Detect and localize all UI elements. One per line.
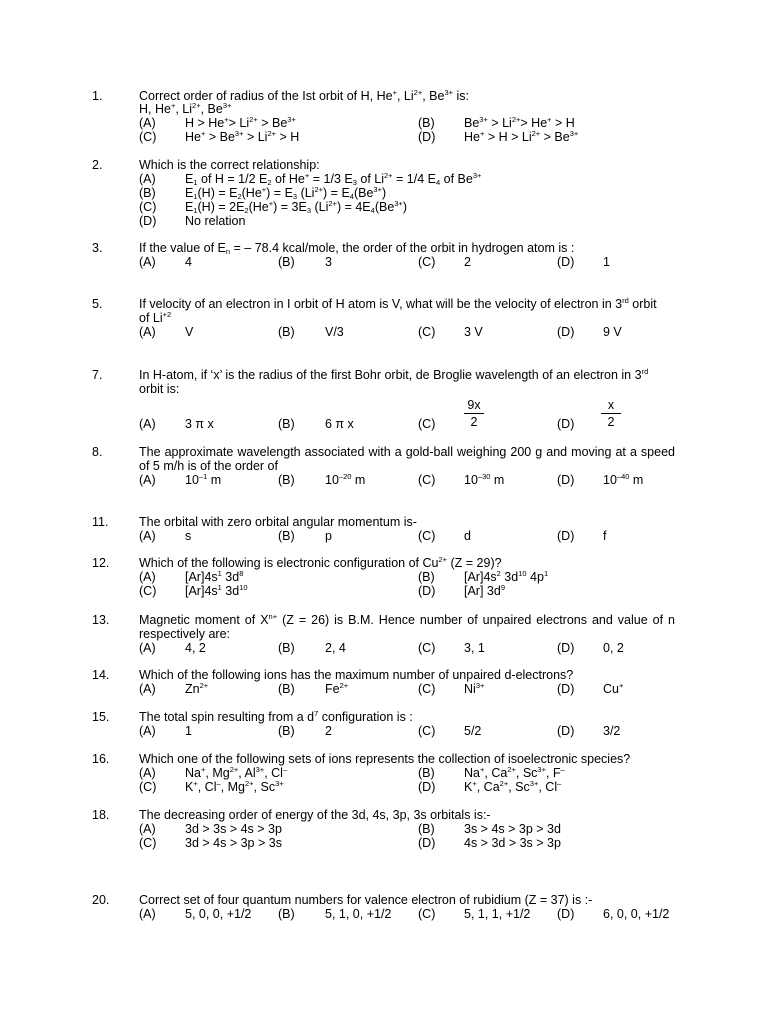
option-c-label[interactable]: (C): [139, 584, 157, 598]
question-number: 13.: [92, 613, 110, 627]
option-c-text: $Ni^{3+}$: [464, 681, 485, 696]
option-c-fraction: [464, 398, 484, 429]
options-row: [0, 130, 768, 144]
option-c-text: $10^{-30}$ m: [464, 472, 505, 487]
option-c-text: K+, Cl–, $Mg^{2+}$, $Sc^{3+}$: [185, 779, 284, 794]
options-row: [0, 724, 768, 738]
option-a-label[interactable]: (A): [139, 907, 156, 921]
option-c-text: d: [464, 529, 471, 543]
option-c-text: $He^+ > Be^{3+} > Li^{2+} > H$: [185, 129, 300, 144]
question-stem: Which is the correct relationship:: [139, 158, 320, 172]
options-row: [0, 836, 768, 850]
question-number: 16.: [92, 752, 110, 766]
option-b-label[interactable]: (B): [418, 116, 435, 130]
option-c-label[interactable]: (C): [418, 255, 436, 269]
option-a-label[interactable]: (A): [139, 682, 156, 696]
option-d-label[interactable]: (D): [557, 325, 575, 339]
option-d-text: 1: [603, 255, 610, 269]
option-c-text: 2: [464, 255, 471, 269]
question-number: 11.: [92, 515, 109, 529]
question-number: 20.: [92, 893, 110, 907]
option-c-text: 3, 1: [464, 641, 485, 655]
question-stem-line2: of $Li^{+2}$: [139, 310, 172, 325]
question-stem-line2: orbit is:: [139, 382, 180, 396]
option-c-text: $[Ar]4s^1$ $3d^{10}$: [185, 583, 248, 598]
option-d-label[interactable]: (D): [557, 417, 575, 431]
option-a-text: 3 π x: [185, 417, 214, 431]
option-c-label[interactable]: (C): [418, 417, 436, 431]
option-d-text: K+, $Ca^{2+}$, $Sc^{3+}$, Cl–: [464, 779, 562, 794]
option-b-text: V/3: [325, 325, 344, 339]
option-b-text: 3: [325, 255, 332, 269]
option-a-text: $[Ar]4s^1$ $3d^8$: [185, 569, 244, 584]
question-stem: In H-atom, if ‘x’ is the radius of the first Bohr orbit, de Broglie wavelength of an electron in 3rd: [139, 367, 649, 382]
option-d-label[interactable]: (D): [418, 780, 436, 794]
option-d-label[interactable]: (D): [418, 584, 436, 598]
option-a-text: $H > He^+> Li^{2+} > Be^{3+}$: [185, 115, 296, 130]
option-c-label[interactable]: (C): [139, 130, 157, 144]
option-a-label[interactable]: (A): [139, 116, 156, 130]
option-d-label[interactable]: (D): [418, 836, 436, 850]
question-stem: The total spin resulting from a $d^7$ configuration is :: [139, 709, 413, 724]
option-a-text: 5, 0, 0, +1/2: [185, 907, 252, 921]
question-stem: Correct order of radius of the Ist orbit of H, He+, $Li^{2+}$, $Be^{3+}$ is:: [139, 88, 470, 103]
option-a-label[interactable]: (A): [139, 766, 156, 780]
option-b-label[interactable]: (B): [139, 186, 156, 200]
denominator: 2: [607, 415, 615, 429]
option-b-text: 2, 4: [325, 641, 346, 655]
question-stem: Correct set of four quantum numbers for valence electron of rubidium (Z = 37) is :-: [139, 893, 593, 907]
option-d-text: [Ar] $3d^9$: [464, 583, 505, 598]
denominator: 2: [470, 415, 478, 429]
options-row: [0, 116, 768, 130]
option-b-text: $Be^{3+} > Li^{2+}> He^+ > H$: [464, 115, 575, 130]
option-b-text: $10^{-20}$ m: [325, 472, 366, 487]
option-a-label[interactable]: (A): [139, 172, 156, 186]
option-b-text: 2: [325, 724, 332, 738]
option-b-label[interactable]: (B): [278, 724, 295, 738]
options-row: [0, 766, 768, 780]
option-d-text: 4s > 3d > 3s > 3p: [464, 836, 561, 850]
option-d-label[interactable]: (D): [557, 907, 575, 921]
options-row: [0, 473, 768, 487]
option-d-text: 3/2: [603, 724, 621, 738]
option-a-text: $E_1$ of H = 1/2 $E_2$ of He+ = 1/3 $E_3$ of $Li^{2+} = 1/4$ $E_4$ of $Be^{3+}$: [185, 171, 482, 187]
option-d-label[interactable]: (D): [557, 682, 575, 696]
options-row: [0, 584, 768, 598]
options-row: [0, 570, 768, 584]
option-b-text: 6 π x: [325, 417, 354, 431]
option-b-label[interactable]: (B): [418, 570, 435, 584]
option-d-label[interactable]: (D): [557, 529, 575, 543]
option-d-label[interactable]: (D): [557, 255, 575, 269]
option-a-label[interactable]: (A): [139, 641, 156, 655]
option-c-label[interactable]: (C): [418, 529, 436, 543]
option-b-label[interactable]: (B): [278, 529, 295, 543]
question-number: 14.: [92, 668, 110, 682]
options-row: [0, 682, 768, 696]
question-stem: The approximate wavelength associated with a gold-ball weighing 200 g and moving at a speed of 5 m/h is of the order of: [139, 445, 675, 473]
option-c-text: 5, 1, 1, +1/2: [464, 907, 531, 921]
option-b-text: $Fe^{2+}$: [325, 681, 349, 696]
option-a-label[interactable]: (A): [139, 417, 156, 431]
option-b-text: $[Ar]4s^2$ $3d^{10}$ $4p^1$: [464, 569, 549, 584]
option-c-label[interactable]: (C): [139, 780, 157, 794]
question-stem: Which one of the following sets of ions represents the collection of isoelectronic species?: [139, 752, 631, 766]
question-stem: The orbital with zero orbital angular momentum is-: [139, 515, 417, 529]
options-row: [0, 822, 768, 836]
option-c-label[interactable]: (C): [418, 724, 436, 738]
option-a-text: 1: [185, 724, 192, 738]
question-stem-line2: H, He+, $Li^{2+}$, $Be^{3+}$: [139, 101, 232, 116]
option-b-text: Na+, $Ca^{2+}$, $Sc^{3+}$, F–: [464, 765, 565, 780]
option-a-text: $Zn^{2+}$: [185, 681, 209, 696]
option-b: [0, 186, 768, 200]
option-d-text: No relation: [185, 214, 246, 228]
option-c-label[interactable]: (C): [418, 907, 436, 921]
question-stem: If velocity of an electron in I orbit of H atom is V, what will be the velocity of electron in 3rd orbit: [139, 296, 657, 311]
options-row: [0, 325, 768, 339]
option-a-text: s: [185, 529, 192, 543]
option-d-text: $10^{-40}$ m: [603, 472, 644, 487]
question-stem: If the value of $E_n$ = – 78.4 kcal/mole, the order of the orbit in hydrogen atom is :: [139, 241, 575, 256]
question-stem: Which of the following is electronic configuration of $Cu^{2+}$ (Z = 29)?: [139, 555, 502, 570]
option-c-label[interactable]: (C): [418, 473, 436, 487]
option-d-label[interactable]: (D): [139, 214, 157, 228]
option-c-text: $E_1(H) = 2E_2(He^+) = 3E_3$ $(Li^{2+}) = 4E_4(Be^{3+})$: [185, 199, 407, 215]
option-a-text: V: [185, 325, 194, 339]
options-row: [0, 907, 768, 921]
option-a-text: $10^{-1}$ m: [185, 472, 222, 487]
option-d: [0, 214, 768, 228]
option-b-text: p: [325, 529, 332, 543]
question-number: 1.: [92, 89, 103, 103]
option-b-label[interactable]: (B): [278, 473, 295, 487]
option-a-label[interactable]: (A): [139, 724, 156, 738]
option-d-label[interactable]: (D): [557, 724, 575, 738]
option-a-label[interactable]: (A): [139, 473, 156, 487]
option-d-text: 0, 2: [603, 641, 624, 655]
option-b-text: $E_1(H) = E_2(He^+) = E_3$ $(Li^{2+}) = E_4(Be^{3+})$: [185, 185, 387, 201]
option-b-label[interactable]: (B): [278, 641, 295, 655]
question-stem: The decreasing order of energy of the 3d, 4s, 3p, 3s orbitals is:-: [139, 808, 491, 822]
option-b-label[interactable]: (B): [418, 766, 435, 780]
option-d-fraction: [601, 398, 621, 429]
option-c-text: 3 V: [464, 325, 483, 339]
option-c-label[interactable]: (C): [418, 325, 436, 339]
option-b-label[interactable]: (B): [278, 682, 295, 696]
option-d-text: $He^+ > H > Li^{2+} > Be^{3+}$: [464, 129, 579, 144]
option-d-text: 9 V: [603, 325, 622, 339]
option-b-label[interactable]: (B): [278, 325, 295, 339]
question-number: 18.: [92, 808, 110, 822]
option-c: [0, 200, 768, 214]
options-row: [0, 417, 768, 431]
option-d-label[interactable]: (D): [557, 641, 575, 655]
option-c-label[interactable]: (C): [418, 641, 436, 655]
option-c-label[interactable]: (C): [139, 200, 157, 214]
option-a-text: 4: [185, 255, 192, 269]
options-row: [0, 529, 768, 543]
option-b-label[interactable]: (B): [278, 255, 295, 269]
options-row: [0, 255, 768, 269]
option-b-label[interactable]: (B): [278, 907, 295, 921]
option-b-text: 3s > 4s > 3p > 3d: [464, 822, 561, 836]
option-d-label[interactable]: (D): [557, 473, 575, 487]
options-row: [0, 641, 768, 655]
option-a-label[interactable]: (A): [139, 325, 156, 339]
option-a-label[interactable]: (A): [139, 570, 156, 584]
option-a-label[interactable]: (A): [139, 255, 156, 269]
option-d-text: Cu+: [603, 681, 624, 696]
numerator: 9x: [464, 398, 484, 414]
numerator: x: [601, 398, 621, 414]
question-number: 15.: [92, 710, 110, 724]
option-d-text: f: [603, 529, 607, 543]
option-c-label[interactable]: (C): [418, 682, 436, 696]
option-a-text: Na+, $Mg^{2+}$, $Al^{3+}$, Cl–: [185, 765, 288, 780]
question-number: 2.: [92, 158, 103, 172]
option-a-text: 3d > 3s > 4s > 3p: [185, 822, 282, 836]
options-row: [0, 780, 768, 794]
option-a-label[interactable]: (A): [139, 822, 156, 836]
option-a: [0, 172, 768, 186]
question-number: 8.: [92, 445, 103, 459]
option-c-text: 3d > 4s > 3p > 3s: [185, 836, 282, 850]
question-stem: Which of the following ions has the maximum number of unpaired d-electrons?: [139, 668, 574, 682]
question-number: 7.: [92, 368, 103, 382]
option-d-label[interactable]: (D): [418, 130, 436, 144]
question-number: 5.: [92, 297, 103, 311]
option-c-label[interactable]: (C): [139, 836, 157, 850]
option-b-label[interactable]: (B): [278, 417, 295, 431]
question-stem: Magnetic moment of $X^{n+}$ (Z = 26) is B.M. Hence number of unpaired electrons and value of n respectively are:: [139, 612, 675, 641]
option-a-text: 4, 2: [185, 641, 206, 655]
option-b-label[interactable]: (B): [418, 822, 435, 836]
option-d-text: 6, 0, 0, +1/2: [603, 907, 670, 921]
option-c-text: 5/2: [464, 724, 482, 738]
question-number: 3.: [92, 241, 103, 255]
option-a-label[interactable]: (A): [139, 529, 156, 543]
option-b-text: 5, 1, 0, +1/2: [325, 907, 392, 921]
question-number: 12.: [92, 556, 110, 570]
